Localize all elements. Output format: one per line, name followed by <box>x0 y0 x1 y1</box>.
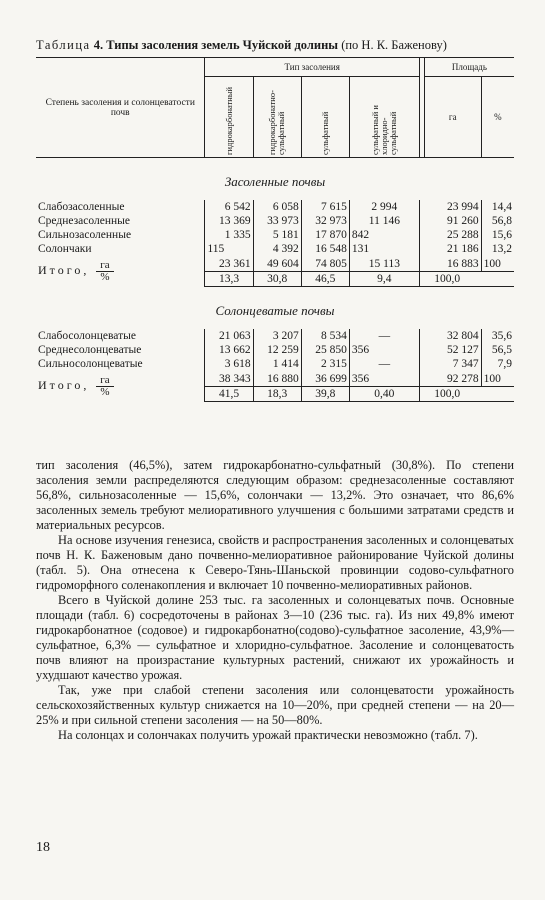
cell: 23 994 <box>447 201 479 213</box>
cell: — <box>349 357 419 371</box>
body-text <box>36 458 514 743</box>
cell: 91 260 <box>447 215 479 227</box>
row-label: Среднесолонцеватые <box>38 344 142 356</box>
cell: 6 058 <box>253 200 301 214</box>
section-solonetz <box>36 287 514 402</box>
paragraph: Так, уже при слабой степени засоления или солонцеватости урожайность сельскохозяйственных культур снижается на 10—20%, при средней степени — на 20—25% и при сильной степени засоления — на 50—80%. <box>36 683 514 727</box>
table-row <box>36 357 514 371</box>
cell: 1 414 <box>253 357 301 371</box>
row-label: Солончаки <box>38 243 92 255</box>
table-row <box>36 329 514 343</box>
cell: 32 973 <box>301 214 349 228</box>
cell: 16 880 <box>253 371 301 387</box>
cell: 35,6 <box>481 329 514 343</box>
header-type-2: гидрокарбонатно-сульфатный <box>267 90 287 155</box>
cell: 56,8 <box>481 214 514 228</box>
cell: 38 343 <box>205 371 253 387</box>
cell: 7,9 <box>481 357 514 371</box>
cell: 2 994 <box>349 200 419 214</box>
cell: 21 063 <box>205 329 253 343</box>
total-row <box>36 256 514 272</box>
cell: 18,3 <box>253 387 301 402</box>
section-title: Засоленные почвы <box>224 174 326 189</box>
row-label: Среднезасоленные <box>38 215 130 227</box>
cell: 0,40 <box>349 387 419 402</box>
row-label: Сильносолонцеватые <box>38 358 143 370</box>
cell: 23 361 <box>205 256 253 272</box>
table-row <box>36 242 514 256</box>
cell: 100,0 <box>424 272 514 287</box>
cell: 92 278 <box>447 372 479 385</box>
cell: 356 <box>349 371 419 387</box>
cell: 39,8 <box>301 387 349 402</box>
total-label <box>36 256 205 287</box>
cell: 16 548 <box>301 242 349 256</box>
table-row <box>36 214 514 228</box>
cell: 32 804 <box>447 330 479 342</box>
cell: 16 883 <box>447 257 479 270</box>
cell: 41,5 <box>205 387 253 402</box>
page <box>36 38 514 402</box>
table-caption <box>36 38 514 53</box>
cell: 30,8 <box>253 272 301 287</box>
frac-top: га <box>96 375 113 387</box>
header-area-group: Площадь <box>424 58 514 77</box>
cell: 17 870 <box>301 228 349 242</box>
cell: 21 186 <box>447 243 479 255</box>
cell: 2 315 <box>301 357 349 371</box>
header-type-group: Тип засоления <box>205 58 419 77</box>
cell: 100 <box>481 256 514 272</box>
frac-bottom: % <box>100 385 110 398</box>
cell: 33 973 <box>253 214 301 228</box>
table-row <box>36 343 514 357</box>
cell: 25 288 <box>447 229 479 241</box>
cell: 13 369 <box>205 214 253 228</box>
cell: 100,0 <box>424 387 514 402</box>
cell: 15 113 <box>349 256 419 272</box>
salinization-table <box>36 57 514 402</box>
cell: 13 662 <box>205 343 253 357</box>
row-label: Слабосолонцеватые <box>38 330 136 342</box>
cell: 25 850 <box>301 343 349 357</box>
cell: 1 335 <box>205 228 253 242</box>
page-number: 18 <box>36 840 50 855</box>
cell: 3 618 <box>205 357 253 371</box>
caption-title: 4. Типы засоления земель Чуйской долины <box>90 38 339 52</box>
fraction <box>96 260 113 283</box>
cell: 4 392 <box>253 242 301 256</box>
header-area-ha: га <box>424 77 481 158</box>
table-row <box>36 228 514 242</box>
cell: 14,4 <box>481 200 514 214</box>
cell: 13,3 <box>205 272 253 287</box>
cell: 7 347 <box>452 358 479 370</box>
paragraph: тип засоления (46,5%), затем гидрокарбонатно-сульфатный (30,8%). По степени засоления земли распределяются следующим образом: среднезасоленные составляют 56,8%, сильнозасоленные — 15,6%, солончаки — 13,2%. Это означает, что 86,6% засоленных земель требуют мелиоративного улучшения с большими затратами средств и материальных ресурсов. <box>36 458 514 532</box>
cell: 7 615 <box>301 200 349 214</box>
cell: 15,6 <box>481 228 514 242</box>
cell: 6 542 <box>205 200 253 214</box>
cell: — <box>349 329 419 343</box>
frac-top: га <box>96 260 113 272</box>
frac-bottom: % <box>100 270 110 283</box>
caption-prefix: Таблица <box>36 38 91 52</box>
cell: 36 699 <box>301 371 349 387</box>
cell: 115 <box>205 242 253 256</box>
cell: 11 146 <box>349 214 419 228</box>
cell: 9,4 <box>349 272 419 287</box>
header-degree: Степень засоления и солонцеватости почв <box>45 97 195 118</box>
cell: 3 207 <box>253 329 301 343</box>
total-text: Итого, <box>38 262 90 277</box>
header-type-1: гидрокарбонатный <box>223 86 234 155</box>
cell: 13,2 <box>481 242 514 256</box>
total-text: Итого, <box>38 377 90 392</box>
paragraph: Всего в Чуйской долине 253 тыс. га засоленных и солонцеватых почв. Основные площади (табл. 6) сосредоточены в районах 3—10 (236 тыс. га). Из них 49,8% имеют гидрокарбонатное (содовое) и гидрокарбонатно(содово)-сульфатное засоление, 43,9%—сульфатное, 6,3% — сульфатное и хлоридно-сульфатное. Засоление и солонцеватость почв влияют на произрастание культурных растений, снижают их урожайность и ухудшают качество урожая. <box>36 593 514 682</box>
cell: 56,5 <box>481 343 514 357</box>
cell: 46,5 <box>301 272 349 287</box>
cell: 5 181 <box>253 228 301 242</box>
header-area-pct: % <box>481 77 514 158</box>
total-row <box>36 371 514 387</box>
header-type-3: сульфатный <box>319 111 330 155</box>
fraction <box>96 375 113 398</box>
cell: 100 <box>481 371 514 387</box>
cell: 131 <box>349 242 419 256</box>
paragraph: На солонцах и солончаках получить урожай практически невозможно (табл. 7). <box>58 728 478 742</box>
cell: 356 <box>349 343 419 357</box>
cell: 842 <box>349 228 419 242</box>
row-label: Сильнозасоленные <box>38 229 132 241</box>
cell: 8 534 <box>301 329 349 343</box>
cell: 52 127 <box>447 344 479 356</box>
cell: 49 604 <box>253 256 301 272</box>
cell: 74 805 <box>301 256 349 272</box>
cell: 12 259 <box>253 343 301 357</box>
header-type-4: сульфатный и хлоридно-сульфатный <box>369 105 398 155</box>
section-saline <box>36 158 514 287</box>
total-label <box>36 371 205 402</box>
table-row <box>36 200 514 214</box>
caption-source: (по Н. К. Баженову) <box>338 38 447 52</box>
row-label: Слабозасоленные <box>38 201 125 213</box>
paragraph: На основе изучения генезиса, свойств и распространения засоленных и солонцеватых почв Н. К. Баженовым дано почвенно-мелиоративное районирование Чуйской долины (табл. 5). Она отнесена к Северо-Тянь-Шаньской провинции содово-сульфатного гидроморфного соленакопления и включает 10 почвенно-мелиоративных районов. <box>36 533 514 592</box>
section-title: Солонцеватые почвы <box>215 303 335 318</box>
